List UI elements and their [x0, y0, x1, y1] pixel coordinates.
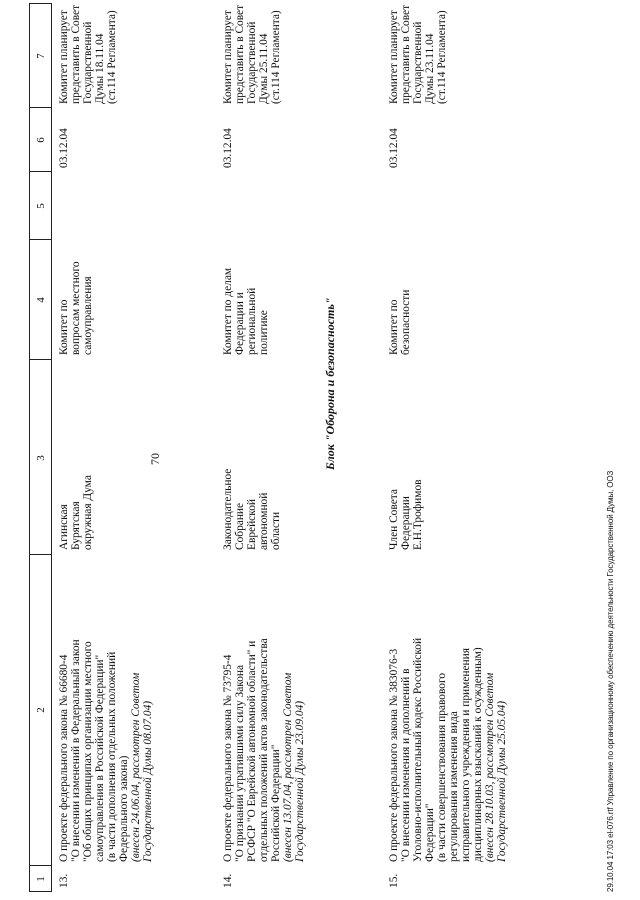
committee-line: Федерации и — [234, 292, 246, 355]
document-footer: 29.10.04 17:03 el-076.rtf Управление по организационному обеспечению деятельности Государственной Думы, ООЗ — [606, 470, 615, 892]
bill-note-line: Государственной Думы 08.07.04) — [142, 700, 154, 862]
column-header: 1 — [35, 876, 47, 882]
bill-title-line: О проекте федерального закона № 66680-4 — [58, 654, 70, 862]
bill-title-line: (в части совершенствования правового — [436, 672, 448, 862]
plan-line: Думы 18.11.04 — [94, 33, 106, 104]
header-bottom-border — [51, 4, 52, 892]
column-header: 7 — [35, 53, 47, 59]
initiator-line: Законодательное — [222, 468, 234, 550]
plan-line: Государственной — [412, 21, 424, 104]
column-divider — [29, 107, 52, 108]
initiator-line: окружная Дума — [82, 475, 94, 550]
section-title: Блок "Оборона и безопасность" — [323, 297, 337, 470]
plan-note — [222, 4, 282, 104]
date: 03.12.04 — [58, 128, 70, 168]
plan-line: Комитет планирует — [388, 10, 400, 104]
bill-title-line: РСФСР "О Еврейской автономной области" и — [246, 640, 258, 862]
bill-note-line: (внесен 13.07.04, рассмотрен Советом — [282, 672, 294, 862]
row-number: 14. — [222, 873, 234, 888]
committee — [388, 235, 412, 355]
plan-line: представить в Совет — [400, 4, 412, 104]
plan-line: Комитет планирует — [222, 10, 234, 104]
initiator — [58, 455, 94, 550]
plan-line: (ст.114 Регламента) — [106, 10, 118, 104]
plan-line: Думы 25.11.04 — [258, 33, 270, 104]
plan-line: (ст.114 Регламента) — [270, 10, 282, 104]
plan-line: Комитет планирует — [58, 10, 70, 104]
column-header: 6 — [35, 137, 47, 143]
initiator — [388, 455, 424, 550]
column-header: 4 — [35, 297, 47, 303]
bill-note-line: Государственной Думы 25.05.04) — [496, 700, 508, 862]
column-divider — [29, 239, 52, 240]
plan-line: Думы 23.11.04 — [424, 33, 436, 104]
table-top-border — [29, 4, 30, 892]
bill-title-line: регулирования изменения вида — [448, 711, 460, 862]
column-header: 3 — [35, 455, 47, 461]
bill-title-line: исправительного учреждения и применения — [460, 648, 472, 862]
committee-line: Комитет по — [388, 299, 400, 355]
plan-line: (ст.114 Регламента) — [436, 10, 448, 104]
bill-title-line: "О признании утратившими силу Закона — [234, 664, 246, 862]
committee — [58, 235, 94, 355]
bill-title-line: (в части дополнения отдельных положений — [106, 651, 118, 862]
initiator-line: Федерации — [400, 496, 412, 550]
committee-line: безопасности — [400, 289, 412, 355]
date: 03.12.04 — [388, 128, 400, 168]
initiator-line: Агинская Бурятская — [58, 501, 82, 550]
committee-line: самоуправления — [82, 276, 94, 355]
plan-note — [388, 4, 448, 104]
committee-line: Комитет по делам — [222, 267, 234, 355]
committee-line: политике — [258, 310, 270, 355]
table-right-border — [29, 3, 52, 4]
bill-note-line: (внесен 28.10.03, рассмотрен Советом — [484, 672, 496, 862]
plan-line: Государственной — [246, 21, 258, 104]
bill-title-line: О проекте федерального закона № 383076-3 — [388, 648, 400, 862]
initiator — [222, 455, 282, 550]
date: 03.12.04 — [222, 128, 234, 168]
plan-line: представить в Совет — [234, 4, 246, 104]
committee-line: Комитет по — [58, 299, 70, 355]
bill-description — [388, 562, 508, 862]
bill-title-line: дисциплинарных взысканий к осужденным) — [472, 647, 484, 862]
column-divider — [29, 171, 52, 172]
bill-title-line: О проекте федерального закона № 73795-4 — [222, 654, 234, 862]
initiator-line: Член Совета — [388, 489, 400, 550]
row-number: 13. — [58, 873, 70, 888]
column-divider — [29, 554, 52, 555]
bill-title-line: Федерации" — [424, 803, 436, 862]
bill-title-line: отдельных положений актов законодательства — [258, 638, 270, 862]
bill-description — [222, 562, 306, 862]
committee-line: региональной — [246, 287, 258, 355]
initiator-line: автономной области — [258, 492, 282, 550]
row-number: 15. — [388, 873, 400, 888]
bill-title-line: "О внесении изменений в Федеральный закон — [70, 639, 82, 862]
column-header: 5 — [35, 203, 47, 209]
plan-line: Государственной — [82, 21, 94, 104]
bill-title-line: самоуправления в Российской Федерации" — [94, 654, 106, 862]
bill-note-line: (внесен 24.06.04, рассмотрен Советом — [130, 672, 142, 862]
initiator-line: Собрание Еврейской — [234, 499, 258, 550]
bill-note-line: Государственной Думы 23.09.04) — [294, 700, 306, 862]
bill-description — [58, 562, 154, 862]
bill-title-line: Уголовно-исполнительный кодекс Российской — [412, 637, 424, 862]
committee — [222, 235, 270, 355]
bill-title-line: "Об общих принципах организации местного — [82, 641, 94, 862]
plan-note — [58, 4, 118, 104]
column-header: 2 — [35, 707, 47, 713]
page-number: 70 — [148, 453, 162, 465]
committee-line: вопросам местного — [70, 261, 82, 355]
initiator-line: Е.Н.Трофимов — [412, 479, 424, 550]
bill-title-line: Российской Федерации" — [270, 744, 282, 862]
bill-title-line: Федерального закона) — [118, 755, 130, 862]
bill-title-line: "О внесении изменения и дополнений в — [400, 668, 412, 862]
plan-line: представить в Совет — [70, 4, 82, 104]
column-divider — [29, 359, 52, 360]
